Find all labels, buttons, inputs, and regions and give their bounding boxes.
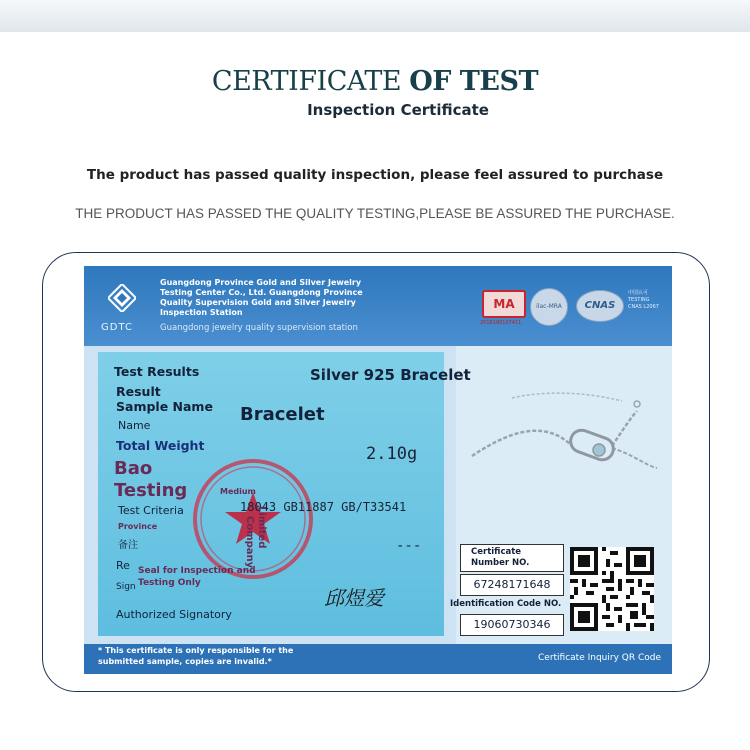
test-criteria-label: Test Criteria	[118, 504, 184, 517]
organization-english: Guangdong jewelry quality supervision station	[160, 323, 358, 333]
ilac-logo-icon: ilac-MRA	[530, 288, 568, 326]
title-regular: CERTIFICATE	[211, 66, 402, 97]
certificate-card	[84, 266, 672, 674]
footer-note-2: submitted sample, copies are invalid.*	[98, 657, 272, 666]
page-title	[0, 66, 750, 97]
certificate-body	[84, 346, 672, 674]
ident-code-value: 19060730346	[460, 614, 564, 636]
testing-label: Testing	[114, 480, 188, 501]
cert-number-label-line: Number NO.	[471, 558, 530, 568]
qr-code-icon[interactable]	[570, 546, 654, 632]
sign-label: Sign	[116, 582, 136, 592]
organization-name	[160, 278, 363, 318]
seal-note-2: Testing Only	[138, 578, 201, 588]
cert-number-label-box	[460, 544, 564, 572]
criteria-value: 18043 GB11887 GB/T33541	[240, 500, 407, 514]
province-label: Province	[118, 522, 158, 531]
page-subtitle: Inspection Certificate	[307, 101, 489, 119]
org-line: Inspection Station	[160, 308, 243, 317]
cnas-logo-icon: CNAS	[576, 290, 624, 322]
bao-label: Bao	[114, 458, 153, 479]
cma-number: 2016190107411	[480, 320, 522, 326]
org-line: Quality Supervision Gold and Silver Jewelry	[160, 298, 356, 307]
cert-number-value: 67248171648	[460, 574, 564, 596]
product-title: Silver 925 Bracelet	[310, 366, 471, 384]
total-weight-label: Total Weight	[116, 438, 205, 453]
sample-name-label: Sample Name	[116, 399, 213, 414]
certificate-header	[84, 266, 672, 346]
notice-line-2: THE PRODUCT HAS PASSED THE QUALITY TESTING,PLEASE BE ASSURED THE PURCHASE.	[75, 206, 675, 221]
name-label: Name	[118, 419, 151, 432]
bracelet-image	[462, 376, 662, 496]
gdtc-logo-icon	[108, 284, 136, 312]
cnas-side-line: 中国认可	[628, 290, 649, 296]
sample-name-value: Bracelet	[240, 404, 325, 425]
re-label: Re	[116, 559, 130, 572]
certificate-footer	[84, 644, 672, 674]
seal-medium-text: Medium	[220, 487, 256, 496]
seal-company-text: Company	[244, 516, 255, 569]
result-value: ---	[396, 538, 422, 554]
top-banner	[0, 0, 750, 32]
seal-limited-text: Limited	[256, 506, 267, 549]
cert-number-label	[461, 545, 563, 569]
org-line: Testing Center Co., Ltd. Guangdong Province	[160, 288, 363, 297]
notice-line-1: The product has passed quality inspection, please feel assured to purchase	[86, 167, 664, 183]
cert-number-label-line: Certificate	[471, 547, 522, 557]
signature: 邱煜爱	[324, 586, 384, 610]
cnas-side-line: CNAS L2067	[628, 304, 659, 310]
test-results-label: Test Results	[114, 364, 200, 379]
authorized-signatory-label: Authorized Signatory	[116, 608, 232, 621]
result-label: Result	[116, 384, 161, 399]
cnas-side-text	[628, 290, 659, 311]
seal-note-1: Seal for Inspection and	[138, 566, 256, 576]
cma-logo-icon: MA	[482, 290, 526, 318]
ident-code-label: Identification Code NO.	[450, 599, 562, 609]
title-bold: OF TEST	[409, 66, 539, 97]
cnas-side-line: TESTING	[628, 297, 650, 303]
qr-code-label: Certificate Inquiry QR Code	[538, 653, 662, 663]
weight-value: 2.10g	[366, 444, 418, 464]
gdtc-logo-text: GDTC	[101, 322, 133, 333]
org-line: Guangdong Province Gold and Silver Jewelry	[160, 278, 362, 287]
footer-note-1: * This certificate is only responsible for the	[98, 646, 294, 655]
seal-center-text: 备注	[118, 540, 138, 551]
